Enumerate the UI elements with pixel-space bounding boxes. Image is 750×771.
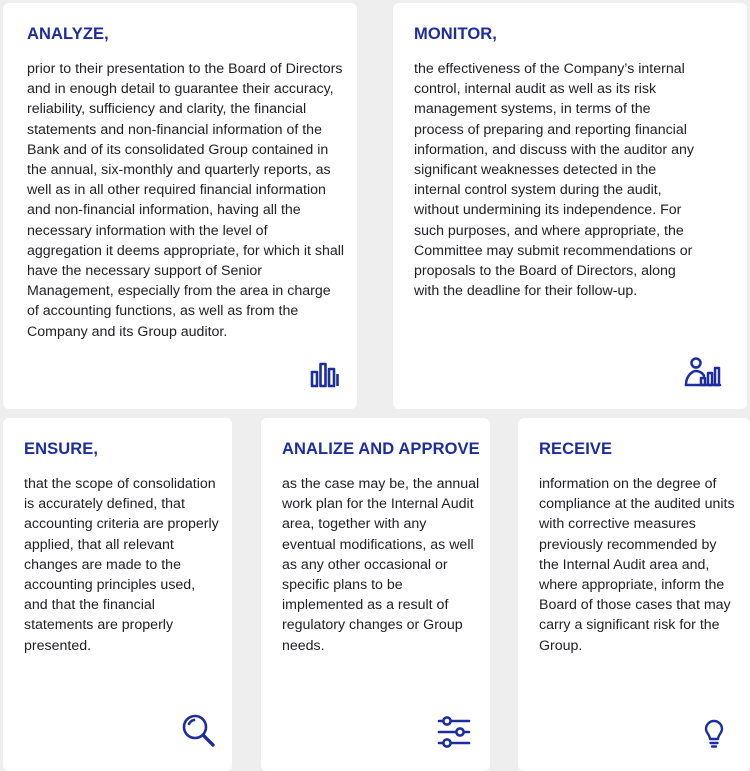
card-receive bbox=[518, 418, 750, 771]
card-body: prior to their presentation to the Board of Directors and in enough detail to guarantee their accuracy, reliability, sufficiency and clarity, the financial statements and non-financial information of the Bank and of its consolidated Group contained in the annual, six-monthly and quarterly reports, as well as in all other required financial information and non-financial information, having all the necessary information with the level of aggregation it deems appropriate, for which it shall have the necessary support of Senior Management, especially from the area in charge of accounting functions, as well as from the Company and its Group auditor. bbox=[27, 61, 345, 340]
card-body: information on the degree of compliance at the audited units with corrective measures previously recommended by the Internal Audit area and, where appropriate, inform the Board of those cases that may carry a significant risk for the Group. bbox=[539, 476, 735, 654]
card-title: ENSURE, bbox=[24, 440, 99, 458]
card-title: ANALYZE, bbox=[27, 25, 109, 43]
lightbulb-icon bbox=[694, 712, 734, 752]
card-body: as the case may be, the annual work plan for the Internal Audit area, together with any eventual modifications, as well as any other occasional or specific plans to be implemented as a result of regulatory changes or Group needs. bbox=[282, 476, 480, 654]
magnifier-icon bbox=[179, 712, 219, 752]
card-monitor bbox=[393, 3, 747, 409]
user-chart-icon bbox=[683, 355, 723, 395]
bar-chart-icon bbox=[306, 358, 346, 398]
card-ensure bbox=[3, 418, 232, 771]
sliders-icon bbox=[434, 712, 474, 752]
card-body: that the scope of consolidation is accurately defined, that accounting criteria are properly applied, that all relevant changes are made to the accounting principles used, and that the financial statements are properly presented. bbox=[24, 476, 219, 654]
card-analyze bbox=[3, 3, 357, 409]
card-title: MONITOR, bbox=[414, 25, 497, 43]
card-title: RECEIVE bbox=[539, 440, 613, 458]
card-body: the effectiveness of the Company’s internal control, internal audit as well as its risk management systems, in terms of the process of preparing and reporting financial information, and discuss with the auditor any significant weaknesses detected in the internal control system during the audit, without undermining its independence. For such purposes, and where appropriate, the Committee may submit recommendations or proposals to the Board of Directors, along with the deadline for their follow-up. bbox=[414, 61, 694, 300]
card-title: ANALIZE AND APPROVE bbox=[282, 440, 480, 458]
card-analize-approve bbox=[261, 418, 490, 771]
